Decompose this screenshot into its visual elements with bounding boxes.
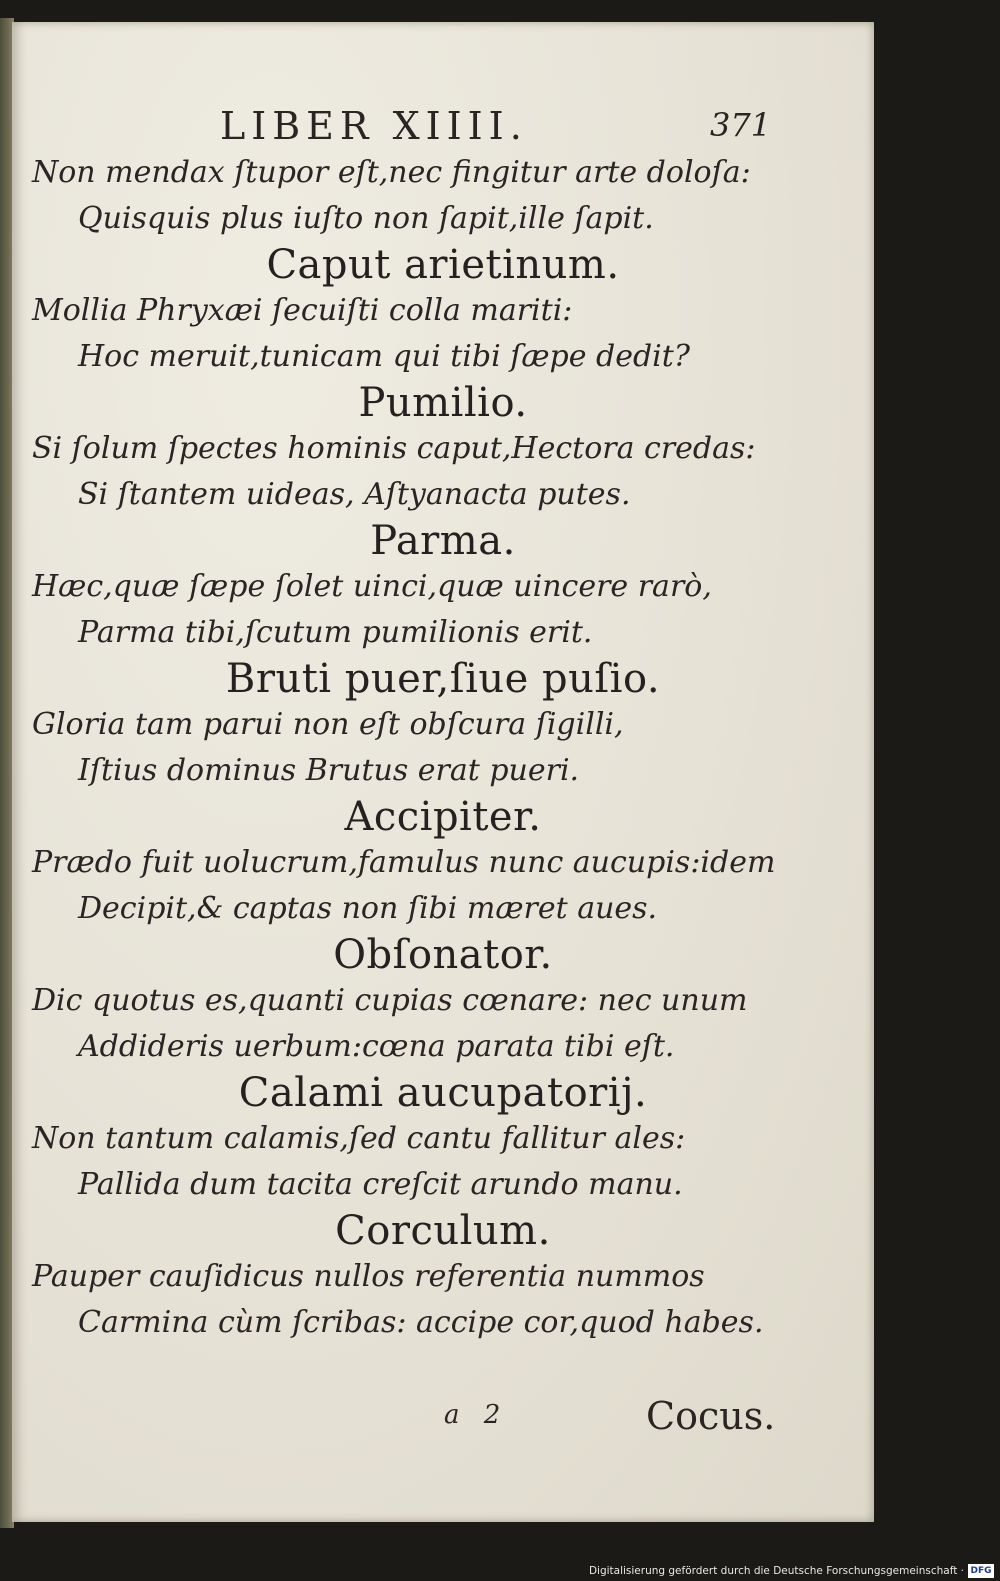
verse-line: Non tantum calamis,ſed cantu fallitur ales:	[32, 1121, 686, 1156]
text-block	[12, 150, 874, 1346]
signature-mark: a 2	[444, 1400, 509, 1430]
verse-line: Gloria tam parui non eſt obſcura ſigilli,	[32, 707, 624, 742]
epigram-heading: Calami aucupatorij.	[238, 1070, 648, 1116]
verse-line: Iſtius dominus Brutus erat pueri.	[78, 753, 580, 788]
epigram-heading: Obſonator.	[333, 932, 553, 978]
verse-line: Non mendax ſtupor eſt,nec fingitur arte doloſa:	[32, 155, 751, 190]
verse-line: Parma tibi,ſcutum pumilionis erit.	[78, 615, 593, 650]
verse-line: Si ſolum ſpectes hominis caput,Hectora credas:	[32, 431, 756, 466]
verse-line: Prædo fuit uolucrum,famulus nunc aucupis:idem	[32, 845, 776, 880]
verse-line: Mollia Phryxæi ſecuiſti colla mariti:	[32, 293, 573, 328]
verse-line: Pauper cauſidicus nullos referentia nummos	[32, 1259, 705, 1294]
catchword: Cocus.	[646, 1394, 776, 1438]
epigram-heading: Parma.	[370, 518, 516, 564]
verse-line: Quisquis plus iuſto non ſapit,ille ſapit.	[78, 201, 654, 236]
verse-line: Carmina cùm ſcribas: accipe cor,quod habes.	[78, 1305, 764, 1340]
epigram-heading: Caput arietinum.	[266, 242, 620, 288]
page-header	[12, 100, 874, 150]
verse-line: Si ſtantem uideas, Aſtyanacta putes.	[78, 477, 631, 512]
dfg-logo: DFG	[968, 1564, 994, 1578]
page-footer	[12, 1394, 874, 1444]
verse-line: Pallida dum tacita creſcit arundo manu.	[78, 1167, 683, 1202]
verse-line: Dic quotus es,quanti cupias cœnare: nec unum	[32, 983, 748, 1018]
verse-line: Hoc meruit,tunicam qui tibi ſæpe dedit?	[78, 339, 690, 374]
epigram-heading: Accipiter.	[344, 794, 542, 840]
verse-line: Addideris uerbum:cœna parata tibi eſt.	[78, 1029, 675, 1064]
epigram-heading: Corculum.	[335, 1208, 551, 1254]
page-number: 371	[710, 106, 772, 144]
verse-line: Decipit,& captas non ſibi mæret aues.	[78, 891, 658, 926]
epigram-heading: Pumilio.	[358, 380, 528, 426]
verse-line: Hæc,quæ ſæpe ſolet uinci,quæ uincere rarò,	[32, 569, 712, 604]
book-page	[12, 22, 874, 1522]
funding-note: Digitalisierung gefördert durch die Deutsche Forschungsgemeinschaft ·	[588, 1565, 964, 1577]
epigram-heading: Bruti puer,ſiue puſio.	[225, 656, 661, 702]
running-title: LIBER XIIII.	[220, 104, 528, 148]
